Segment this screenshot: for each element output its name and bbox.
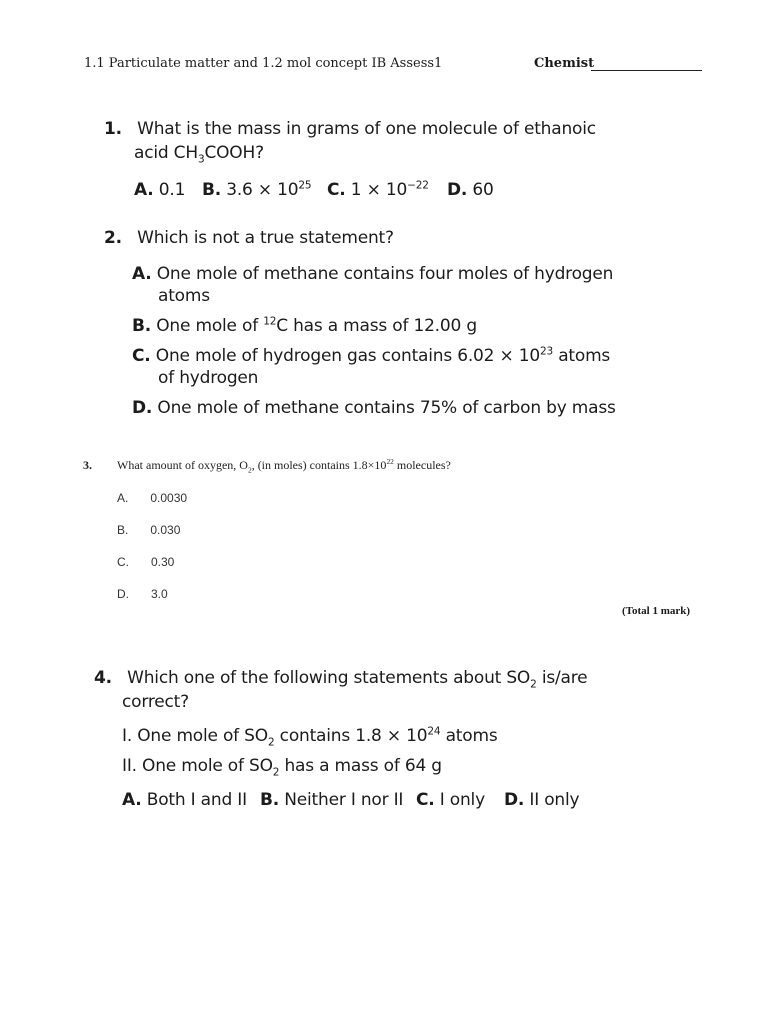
question-2-number: 2. <box>104 228 122 248</box>
name-blank-line <box>591 70 702 71</box>
question-4-line-2: correct? <box>122 692 189 712</box>
q3-total-mark: (Total 1 mark) <box>622 605 691 617</box>
question-4-line-1: Which one of the following statements about $SO_2$ is/are <box>127 668 588 691</box>
q4-statement-2: II. One mole of $SO_2$ has a mass of 64 g <box>122 756 442 779</box>
chemist-label: Chemist <box>534 56 595 71</box>
q4-statement-1: I. One mole of $SO_2$ contains $1.8 \times 10^{24}$ atoms <box>122 725 498 749</box>
q3-option-a[interactable]: A. 0.0030 <box>117 491 188 505</box>
question-2 <box>104 228 664 424</box>
q3-option-c[interactable]: C. 0.30 <box>117 555 175 569</box>
q2-option-b[interactable]: B. One mole of $^{12}$C has a mass of 12.00 g <box>132 315 477 336</box>
q4-option-d[interactable]: D. II only <box>504 790 580 810</box>
question-2-text: Which is not a true statement? <box>137 228 394 248</box>
q2-option-a[interactable]: A. One mole of methane contains four moles of hydrogen atoms <box>132 264 614 306</box>
question-3-number: 3. <box>83 458 92 472</box>
question-1 <box>104 119 596 171</box>
worksheet-title: 1.1 Particulate matter and 1.2 mol concept IB Assess1 <box>84 56 443 71</box>
question-4 <box>94 668 654 786</box>
q1-option-b[interactable]: B. $3.6 \times 10^{25}$ <box>202 179 312 200</box>
question-4-number: 4. <box>94 668 112 688</box>
q1-option-c[interactable]: C. $1 \times 10^{-22}$ <box>327 179 429 200</box>
question-1-line-2: acid $CH_3COOH$? <box>134 143 264 166</box>
q3-option-d[interactable]: D. 3.0 <box>117 587 168 601</box>
question-1-line-1: What is the mass in grams of one molecule of ethanoic <box>137 119 596 139</box>
page-header <box>84 56 704 80</box>
q4-option-a[interactable]: A. Both I and II <box>122 790 247 810</box>
question-1-number: 1. <box>104 119 122 139</box>
q2-option-d[interactable]: D. One mole of methane contains 75% of carbon by mass <box>132 398 616 418</box>
q4-option-b[interactable]: B. Neither I nor II <box>260 790 404 810</box>
q1-option-a[interactable]: A. 0.1 <box>134 180 186 200</box>
q2-option-c[interactable]: C. One mole of hydrogen gas contains $6.02 \times 10^{23}$ atoms of hydrogen <box>132 345 611 388</box>
question-3-text: What amount of oxygen, $O_2$, (in moles) contains $1.8\times 10^{22}$ molecules? <box>117 457 451 475</box>
q3-option-b[interactable]: B. 0.030 <box>117 523 181 537</box>
q4-option-c[interactable]: C. I only <box>416 790 485 810</box>
q1-option-d[interactable]: D. 60 <box>447 180 494 200</box>
